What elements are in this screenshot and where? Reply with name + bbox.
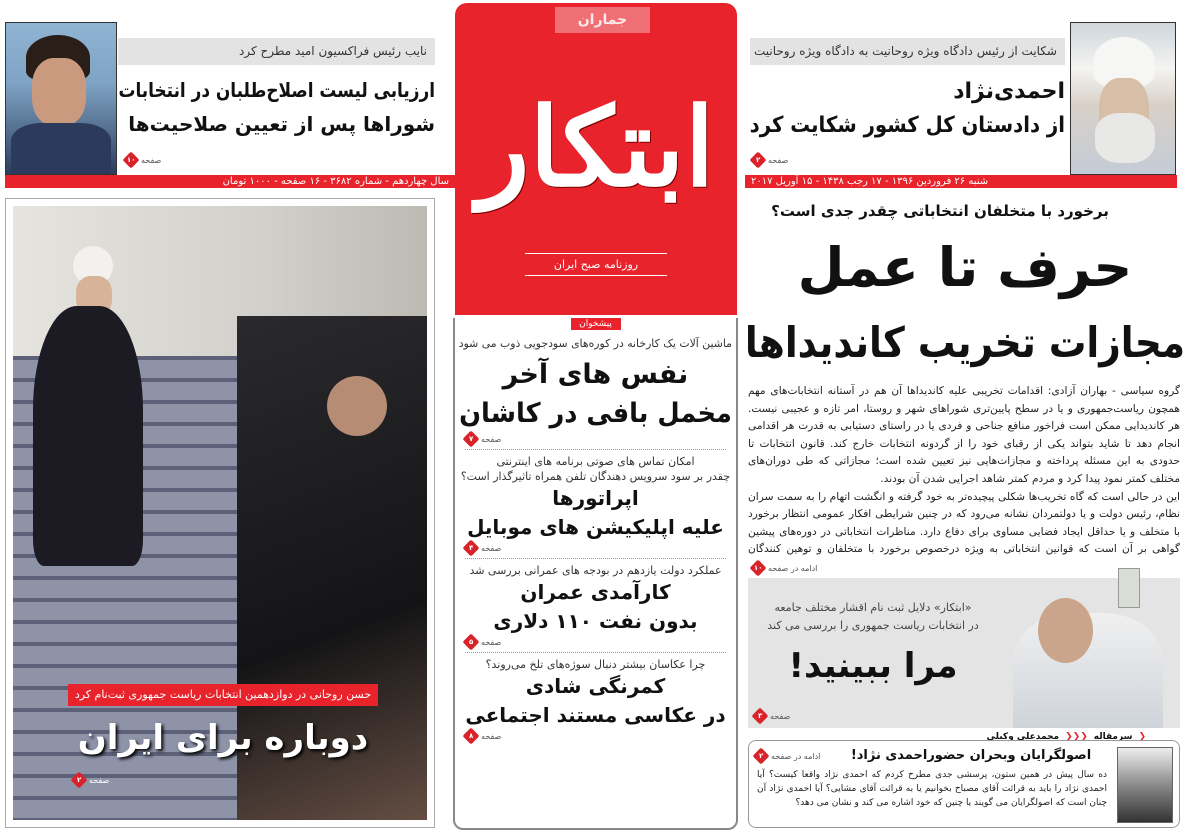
photo-headline[interactable]: مرا ببینید!	[788, 646, 958, 686]
page-badge-icon: ۴	[463, 540, 480, 557]
issue-bar: سال چهاردهم - شماره ۳۶۸۲ - ۱۶ صفحه - ۱۰۰۰ تومان	[5, 175, 455, 188]
main-headline-1[interactable]: حرف تا عمل	[797, 236, 1133, 299]
page-ref[interactable]: ۱۰ صفحه	[125, 154, 161, 166]
page-badge-icon: ۲	[753, 748, 770, 765]
story-kicker: ماشین آلات یک کارخانه در کوره‌های سودجویی ذوب می شود	[458, 337, 732, 350]
page-ref[interactable]: ۷ صفحه	[465, 433, 732, 445]
page-ref[interactable]: ۳ صفحه	[754, 710, 790, 722]
tagline: روزنامه صبح ایران	[525, 253, 667, 276]
page-ref[interactable]: ۵ صفحه	[465, 636, 732, 648]
main-body: گروه سیاسی - بهاران آزادی: اقدامات تخریبی علیه کاندیداها آن هم در آستانه انتخابات‌های مهم همچون ریاست‌جمهوری و یا در سطح پایین‌تری شوراهای شهر و روستا، امر تازه و عجیبی نیست. هر کاندیدایی ممکن است فراخور منافع جناحی و فردی یا در راستای دستیابی به قدرت هر اقدامی انجام دهد تا شاید بتواند یکی از رقبای خود را از گردونه انتخابات خارج کند. قانون انتخابات تا حدودی به این مسئله پرداخته و مجازات‌هایی نیز تعیین شده است؛ مجازاتی که طی دوران‌های مختلف کمتر نمود پیدا کرد و مردم کمتر شاهد اجرایی شدن آن بودند. این در حالی است که گاه تخریب‌ها شکلی پیچیده‌تر به خود گرفته و انگشت اتهام را به سمت سران نظام، رئیس دولت و یا دولتمردان نشانه می‌رود که در چنین شرایطی افکار عمومی انتظار برخورد با متخلف و یا حداقل ایجاد فضایی مساوی برای دفاع دارد. مناظرات انتخاباتی در دوره‌های پیشین گواهی بر آن است که قوانین انتخاباتی به ویژه درخصوص برخورد با متخلفان و توهین کنندگان	[748, 385, 1180, 556]
rouhani-photo[interactable]	[13, 206, 427, 820]
top-right-kicker: شکایت از رئیس دادگاه ویژه روحانیت به دادگاه ویژه روحانیت	[750, 38, 1065, 65]
story-kicker: چرا عکاسان بیشتر دنبال سوژه‌های تلخ می‌روند؟	[485, 658, 706, 672]
story-headline[interactable]: کمرنگی شادی	[525, 674, 666, 699]
story-headline[interactable]: اپراتورها	[552, 486, 639, 511]
divider	[465, 449, 726, 450]
main-kicker: برخورد با متخلفان انتخاباتی چقدر جدی است؟	[771, 202, 1109, 220]
photo-kicker-2: در انتخابات ریاست جمهوری را بررسی می کند	[767, 619, 979, 632]
continue-ref[interactable]: ۱۰ ادامه در صفحه	[752, 562, 817, 574]
editorial-header: ❮ سرمقاله ❮❮❮ محمدعلی وکیلی	[860, 732, 1150, 742]
page-ref[interactable]: ۸ صفحه	[465, 730, 732, 742]
story-headline[interactable]: نفس های آخر	[502, 359, 689, 390]
top-left-kicker: نایب رئیس فراکسیون امید مطرح کرد	[118, 38, 435, 65]
editorial-box	[748, 740, 1180, 828]
page-ref[interactable]: ۲ صفحه	[73, 774, 109, 786]
page-badge-icon: ۱۰	[750, 560, 767, 577]
page-badge-icon: ۲	[750, 152, 767, 169]
author-photo	[1117, 747, 1173, 823]
center-column	[453, 318, 738, 830]
ahmadinejad-complaint-photo	[1070, 22, 1176, 175]
lead-photo-frame	[5, 198, 435, 828]
story-headline[interactable]: بدون نفت ۱۱۰ دلاری	[493, 609, 698, 634]
page-badge-icon: ۲	[71, 772, 88, 789]
main-headline-2[interactable]: مجازات تخریب کاندیداها	[744, 318, 1185, 367]
page-badge-icon: ۳	[752, 708, 769, 725]
story-headline[interactable]: کارآمدی عمران	[520, 580, 671, 605]
page-ref[interactable]: ۴ صفحه	[465, 542, 732, 554]
story-headline[interactable]: در عکاسی مستند اجتماعی	[465, 703, 726, 728]
top-left-headline-1[interactable]: ارزیابی لیست اصلاح‌طلبان در انتخابات	[118, 78, 436, 102]
story-kicker: چقدر بر سود سرویس دهندگان تلفن همراه تاثیرگذار است؟	[460, 470, 731, 484]
masthead-logo	[455, 3, 737, 315]
top-right-headline-2[interactable]: از دادستان کل کشور شکایت کرد	[749, 113, 1065, 138]
lead-headline[interactable]: دوباره برای ایران	[77, 718, 369, 758]
section-label: پیشخوان	[571, 318, 621, 330]
editorial-body: ده سال پیش در همین ستون، پرسشی جدی مطرح کردم که احمدی نژاد واقعا کیست؟ آیا احمدی نژاد را باید به قرائت آقای مصباح بخوانیم یا به قرائت آقای مشایی؟ آیا احمدی نژاد آن چنان است که اصولگرایان می گویند یا چنین که خود اشاره می کند و نشان می دهد؟	[757, 770, 1107, 808]
page-ref[interactable]: ۲ صفحه	[752, 154, 788, 166]
chevron-icon: ❮	[1138, 732, 1146, 742]
photo-kicker-1: «ابتکار» دلایل ثبت نام اقشار مختلف جامعه	[774, 601, 972, 614]
logo-text: ابتکار	[477, 85, 715, 211]
page-badge-icon: ۱۰	[123, 152, 140, 169]
chevrons-icon: ❮❮❮	[1065, 732, 1088, 742]
story-kicker: امکان تماس های صوتی برنامه های اینترنتی	[496, 455, 695, 469]
story-headline[interactable]: مخمل بافی در کاشان	[459, 398, 732, 430]
watermark: جماران	[555, 7, 650, 33]
divider	[465, 558, 726, 559]
page-badge-icon: ۸	[463, 728, 480, 745]
top-right-headline-1[interactable]: احمدی‌نژاد	[953, 79, 1065, 104]
page-badge-icon: ۷	[463, 431, 480, 448]
story-kicker: عملکرد دولت یازدهم در بودجه های عمرانی بررسی شد	[469, 564, 722, 578]
page-badge-icon: ۵	[463, 634, 480, 651]
date-bar: شنبه ۲۶ فروردین ۱۳۹۶ - ۱۷ رجب ۱۴۳۸ - ۱۵ آوریل ۲۰۱۷	[745, 175, 1177, 188]
divider	[465, 652, 726, 653]
reformist-mp-photo	[5, 22, 117, 175]
continue-ref[interactable]: ۲ ادامه در صفحه	[755, 750, 820, 762]
caption-kicker: حسن روحانی در دوازدهمین انتخابات ریاست جمهوری ثبت‌نام کرد	[68, 684, 378, 706]
story-headline[interactable]: علیه اپلیکیشن های موبایل	[467, 515, 724, 540]
top-left-headline-2[interactable]: شوراها پس از تعیین صلاحیت‌ها	[128, 112, 435, 136]
photo-story-box	[748, 578, 1180, 728]
editorial-headline[interactable]: اصولگرایان وبحران حضوراحمدی نژاد!	[850, 748, 1092, 763]
